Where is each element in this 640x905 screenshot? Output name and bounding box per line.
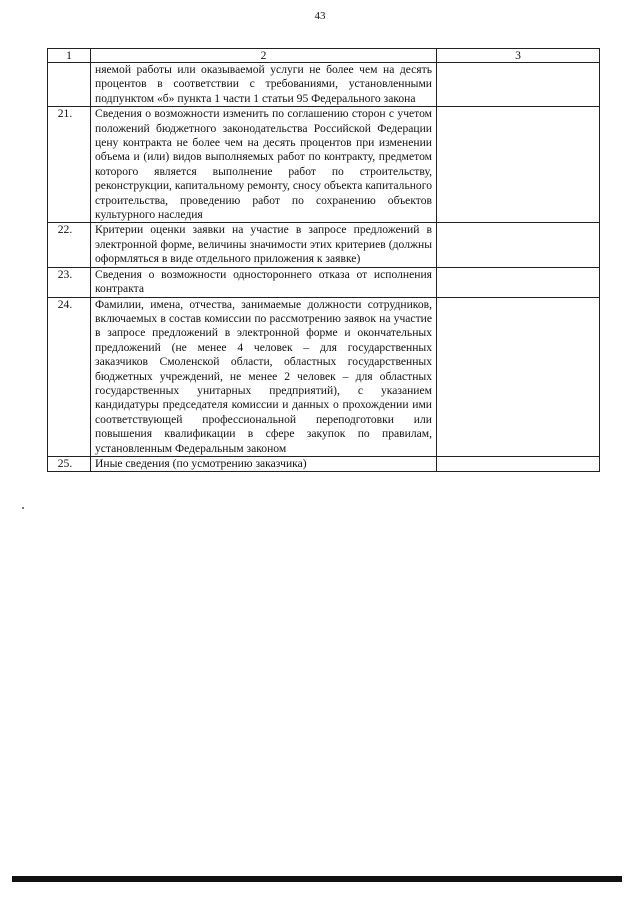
margin-mark (22, 507, 24, 509)
row-note (437, 223, 600, 267)
table-header-row (48, 49, 600, 63)
header-col-1: 1 (48, 49, 91, 63)
table-row (48, 267, 600, 297)
table-row (48, 297, 600, 456)
row-text: Иные сведения (по усмотрению заказчика) (91, 456, 437, 471)
table-row (48, 107, 600, 223)
header-col-3: 3 (437, 49, 600, 63)
row-text: Сведения о возможности изменить по соглашению сторон с учетом положений бюджетного законодательства Российской Федерации цену контракта не более чем на десять процентов при изменении объема и (или) видов выполняемых работ по контракту, предметом которого является выполнение работ по строительству, реконструкции, капитальному ремонту, сносу объекта капитального строительства, проведению работ по сохранению объектов культурного наследия (91, 107, 437, 223)
row-note (437, 267, 600, 297)
bottom-rule (12, 876, 622, 882)
row-number: 21. (48, 107, 91, 223)
row-number: 24. (48, 297, 91, 456)
table-row (48, 456, 600, 471)
row-number: 22. (48, 223, 91, 267)
row-note (437, 63, 600, 107)
row-note (437, 456, 600, 471)
row-number: 25. (48, 456, 91, 471)
row-number: 23. (48, 267, 91, 297)
row-note (437, 107, 600, 223)
row-text: Фамилии, имена, отчества, занимаемые должности сотрудников, включаемых в состав комиссии по рассмотрению заявок на участие в запросе предложений в электронной форме и окончательных предложений (не менее 4 человек – для государственных заказчиков Смоленской области, областных государственных бюджетных учреждений, не менее 2 человек – для областных государственных унитарных предприятий), с указанием кандидатуры председателя комиссии и данных о прохождении ими соответствующей профессиональной переподготовки или повышения квалификации в сфере закупок по правилам, установленным Федеральным законом (91, 297, 437, 456)
page-number: 43 (314, 10, 326, 22)
row-text: няемой работы или оказываемой услуги не более чем на десять процентов в соответствии с требованиями, установленными подпунктом «б» пункта 1 части 1 статьи 95 Федерального закона (91, 63, 437, 107)
row-text: Сведения о возможности одностороннего отказа от исполнения контракта (91, 267, 437, 297)
header-col-2: 2 (91, 49, 437, 63)
table-row (48, 223, 600, 267)
row-text: Критерии оценки заявки на участие в запросе предложений в электронной форме, величины значимости этих критериев (должны оформляться в виде отдельного приложения к заявке) (91, 223, 437, 267)
row-number (48, 63, 91, 107)
table-row (48, 63, 600, 107)
row-note (437, 297, 600, 456)
requirements-table (47, 48, 600, 472)
